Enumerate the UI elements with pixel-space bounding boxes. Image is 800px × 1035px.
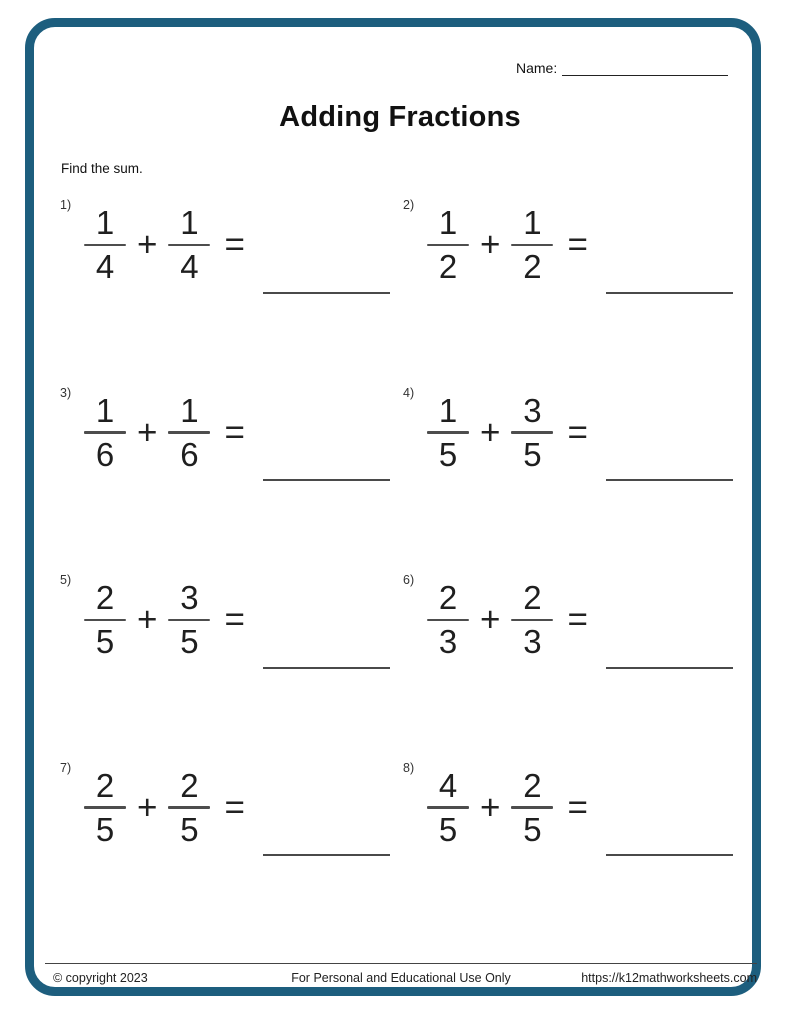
answer-blank[interactable]	[263, 479, 390, 481]
denominator: 5	[180, 810, 199, 848]
fraction-bar	[427, 806, 469, 809]
problem-number: 4)	[403, 385, 415, 400]
answer-blank[interactable]	[606, 667, 733, 669]
problem-number: 3)	[60, 385, 72, 400]
denominator: 5	[523, 435, 542, 473]
plus-sign: +	[137, 600, 158, 640]
problem-5	[58, 571, 401, 759]
footer-copyright: © copyright 2023	[53, 971, 148, 985]
name-label: Name:	[516, 60, 558, 76]
numerator: 1	[438, 204, 458, 241]
denominator: 5	[438, 810, 458, 848]
plus-sign: +	[137, 787, 158, 827]
numerator: 1	[95, 391, 115, 429]
numerator: 1	[95, 204, 115, 241]
fraction-addend-2	[511, 205, 553, 285]
denominator: 6	[95, 435, 115, 473]
denominator: 6	[180, 435, 199, 473]
answer-blank[interactable]	[606, 854, 733, 856]
problems-grid	[58, 196, 744, 946]
problem-2	[401, 196, 744, 384]
plus-sign: +	[480, 600, 501, 640]
fraction-addend-2	[511, 580, 553, 660]
equation	[427, 580, 733, 660]
fraction-bar	[511, 431, 553, 434]
equals-sign: =	[567, 225, 588, 265]
denominator: 2	[438, 248, 458, 286]
denominator: 5	[523, 810, 542, 848]
fraction-bar	[511, 806, 553, 809]
answer-blank[interactable]	[606, 479, 733, 481]
problem-number: 6)	[403, 573, 415, 587]
fraction-bar	[511, 244, 553, 247]
fraction-bar	[168, 431, 210, 434]
equation	[84, 205, 390, 285]
fraction-addend-1	[427, 393, 469, 473]
problem-8	[401, 759, 744, 947]
instruction-text: Find the sum.	[61, 161, 143, 176]
denominator: 5	[95, 810, 115, 848]
fraction-addend-1	[84, 393, 126, 473]
footer-divider	[45, 963, 757, 964]
problem-number: 8)	[403, 760, 415, 775]
numerator: 2	[523, 766, 542, 804]
numerator: 3	[180, 579, 199, 616]
fraction-addend-2	[168, 393, 210, 473]
name-row	[516, 60, 728, 76]
answer-blank[interactable]	[263, 292, 390, 294]
equals-sign: =	[224, 225, 245, 265]
fraction-addend-1	[427, 580, 469, 660]
problem-6	[401, 571, 744, 759]
equation	[84, 393, 390, 473]
fraction-bar	[168, 244, 210, 247]
numerator: 1	[523, 204, 542, 241]
fraction-bar	[427, 244, 469, 247]
footer-usage-note: For Personal and Educational Use Only	[291, 971, 511, 985]
fraction-addend-1	[84, 580, 126, 660]
fraction-bar	[427, 619, 469, 622]
equation	[84, 580, 390, 660]
fraction-bar	[427, 431, 469, 434]
plus-sign: +	[480, 787, 501, 827]
equation	[427, 768, 733, 848]
denominator: 3	[438, 623, 458, 661]
numerator: 2	[523, 579, 542, 616]
answer-blank[interactable]	[263, 854, 390, 856]
fraction-addend-1	[427, 205, 469, 285]
plus-sign: +	[137, 225, 158, 265]
numerator: 2	[438, 579, 458, 616]
fraction-addend-1	[427, 768, 469, 848]
fraction-bar	[84, 619, 126, 622]
denominator: 3	[523, 623, 542, 661]
fraction-bar	[168, 619, 210, 622]
plus-sign: +	[137, 412, 158, 452]
problem-number: 5)	[60, 573, 72, 587]
denominator: 5	[180, 623, 199, 661]
denominator: 2	[523, 248, 542, 286]
numerator: 1	[180, 391, 199, 429]
problem-number: 7)	[60, 760, 72, 775]
fraction-bar	[84, 806, 126, 809]
fraction-addend-2	[168, 205, 210, 285]
numerator: 2	[180, 766, 199, 804]
footer-site-link[interactable]: https://k12mathworksheets.com	[581, 971, 757, 985]
numerator: 1	[180, 204, 199, 241]
equals-sign: =	[567, 412, 588, 452]
answer-blank[interactable]	[263, 667, 390, 669]
denominator: 4	[180, 248, 199, 286]
numerator: 2	[95, 579, 115, 616]
problem-7	[58, 759, 401, 947]
problem-number: 2)	[403, 198, 415, 212]
plus-sign: +	[480, 225, 501, 265]
denominator: 5	[438, 435, 458, 473]
denominator: 4	[95, 248, 115, 286]
fraction-addend-2	[168, 580, 210, 660]
equals-sign: =	[567, 600, 588, 640]
plus-sign: +	[480, 412, 501, 452]
equals-sign: =	[224, 787, 245, 827]
numerator: 4	[438, 766, 458, 804]
equation	[84, 768, 390, 848]
fraction-addend-1	[84, 768, 126, 848]
fraction-addend-2	[168, 768, 210, 848]
fraction-addend-1	[84, 205, 126, 285]
fraction-bar	[84, 244, 126, 247]
fraction-bar	[84, 431, 126, 434]
fraction-bar	[511, 619, 553, 622]
problem-number: 1)	[60, 198, 72, 212]
equals-sign: =	[567, 787, 588, 827]
page-title: Adding Fractions	[279, 101, 521, 133]
problem-4	[401, 384, 744, 572]
numerator: 2	[95, 766, 115, 804]
equation	[427, 205, 733, 285]
fraction-addend-2	[511, 768, 553, 848]
equals-sign: =	[224, 412, 245, 452]
equals-sign: =	[224, 600, 245, 640]
numerator: 3	[523, 391, 542, 429]
answer-blank[interactable]	[606, 292, 733, 294]
numerator: 1	[438, 391, 458, 429]
equation	[427, 393, 733, 473]
fraction-addend-2	[511, 393, 553, 473]
problem-3	[58, 384, 401, 572]
denominator: 5	[95, 623, 115, 661]
name-blank[interactable]	[562, 60, 728, 76]
problem-1	[58, 196, 401, 384]
fraction-bar	[168, 806, 210, 809]
footer	[45, 971, 757, 985]
